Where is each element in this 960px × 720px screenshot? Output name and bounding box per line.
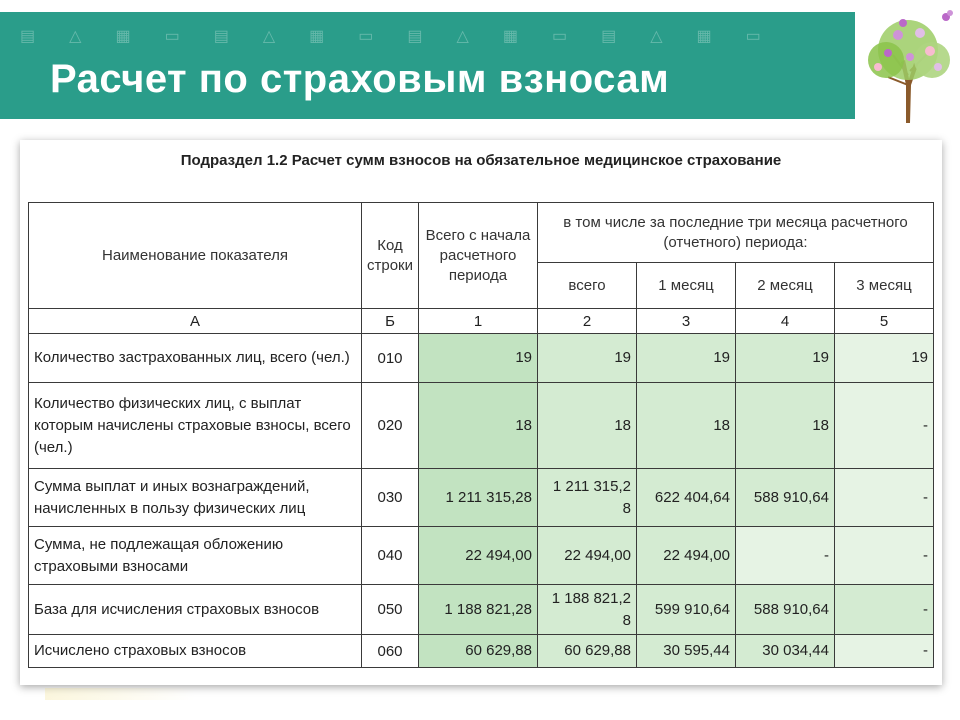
row-name: Количество физических лиц, с выплат которым начислены страховые взносы, всего (чел.) [29,383,362,469]
network-icon: ▦ [309,28,325,45]
table-row [29,635,934,668]
value-cell: 18 [419,383,538,469]
value-cell: 22 494,00 [419,527,538,585]
value-cell: 622 404,64 [637,469,736,527]
header-group: в том числе за последние три месяца расчетного (отчетного) периода: [538,203,934,263]
index-cell: Б [362,309,419,334]
row-name: База для исчисления страховых взносов [29,585,362,635]
row-name: Сумма, не подлежащая обложению страховыми взносами [29,527,362,585]
chat-icon: ▤ [407,28,423,45]
network-icon: ▦ [502,28,518,45]
row-name: Количество застрахованных лиц, всего (чел.) [29,334,362,383]
graduation-cap-icon: △ [262,28,276,45]
graduation-cap-icon: △ [456,28,469,45]
value-cell: - [835,469,934,527]
header-total: Всего с начала расчетного периода [419,203,538,309]
index-cell: 3 [637,309,736,334]
table-row [29,383,934,469]
index-cell: А [29,309,362,334]
graduation-cap-icon: △ [650,28,663,45]
row-name: Сумма выплат и иных вознаграждений, начисленных в пользу физических лиц [29,469,362,527]
chat-icon: ▤ [213,28,229,45]
value-cell: 60 629,88 [419,635,538,668]
value-cell: 30 034,44 [736,635,835,668]
value-cell: - [835,635,934,668]
value-cell: 19 [538,334,637,383]
value-cell: 588 910,64 [736,585,835,635]
value-cell: 60 629,88 [538,635,637,668]
row-code: 010 [362,334,419,383]
index-cell: 5 [835,309,934,334]
header-sub-total: всего [538,263,637,309]
network-icon: ▦ [696,28,712,45]
value-cell: 19 [736,334,835,383]
value-cell: 1 188 821,2 8 [538,585,637,635]
value-cell: - [835,527,934,585]
value-cell: 30 595,44 [637,635,736,668]
value-cell: 18 [637,383,736,469]
form-document [20,140,942,685]
banner-pattern [20,26,835,56]
chat-icon: ▤ [601,28,617,45]
row-code: 040 [362,527,419,585]
index-row [29,309,934,334]
scan-smear [45,688,195,700]
value-cell: 18 [538,383,637,469]
laptop-icon: ▭ [745,28,761,45]
graduation-cap-icon: △ [69,28,82,45]
chat-icon: ▤ [20,28,36,45]
title-banner [0,12,855,119]
value-cell: 599 910,64 [637,585,736,635]
table-row [29,334,934,383]
network-icon: ▦ [115,28,131,45]
table-row [29,585,934,635]
header-name: Наименование показателя [29,203,362,309]
value-cell: - [835,585,934,635]
laptop-icon: ▭ [164,28,180,45]
row-code: 020 [362,383,419,469]
header-code: Код строки [362,203,419,309]
value-cell: 1 188 821,28 [419,585,538,635]
header-month-1: 1 месяц [637,263,736,309]
index-cell: 1 [419,309,538,334]
header-month-3: 3 месяц [835,263,934,309]
page-title: Расчет по страховым взносам [50,57,670,101]
value-cell: 1 211 315,2 8 [538,469,637,527]
row-code: 060 [362,635,419,668]
table-row [29,469,934,527]
value-cell: 18 [736,383,835,469]
index-cell: 4 [736,309,835,334]
value-cell: 19 [637,334,736,383]
value-cell: 588 910,64 [736,469,835,527]
index-cell: 2 [538,309,637,334]
blossom-tree-icon [858,5,958,125]
contributions-table [28,202,934,668]
row-name: Исчислено страховых взносов [29,635,362,668]
value-cell: 22 494,00 [538,527,637,585]
laptop-icon: ▭ [358,28,374,45]
row-code: 050 [362,585,419,635]
header-month-2: 2 месяц [736,263,835,309]
value-cell: - [835,383,934,469]
value-cell: - [736,527,835,585]
value-cell: 19 [419,334,538,383]
value-cell: 22 494,00 [637,527,736,585]
value-cell: 19 [835,334,934,383]
row-code: 030 [362,469,419,527]
table-row [29,527,934,585]
value-cell: 1 211 315,28 [419,469,538,527]
form-subtitle: Подраздел 1.2 Расчет сумм взносов на обязательное медицинское страхование [180,152,782,169]
laptop-icon: ▭ [551,28,568,45]
